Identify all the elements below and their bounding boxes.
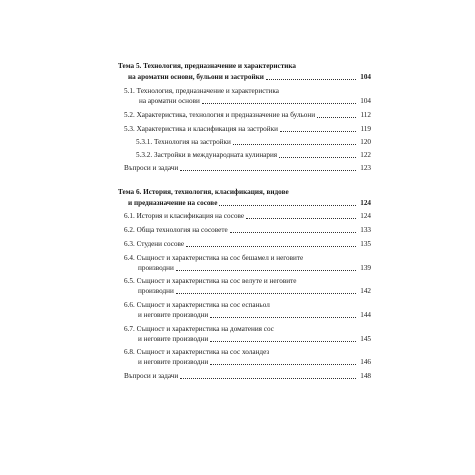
toc-item-6-8-line1: 6.8. Същност и характеристика на сос холандез [124,348,270,356]
toc-item-5-3[interactable] [124,125,371,134]
chapter-6-title-line1: Тема 6. История, технология, класификация, видове [118,188,289,196]
page-number: 119 [360,125,371,133]
page-number: 122 [360,151,371,159]
chapter-5-title-line1: Тема 5. Технология, предназначение и характеристика [118,62,297,70]
page-number: 104 [360,73,371,81]
toc-item-label: 5.2. Характеристика, технология и предназначение на бульони [124,111,316,119]
toc-item-6-6-line1: 6.6. Същност и характеристика на сос еспаньол [124,301,270,309]
dot-leader [202,103,356,104]
toc-item-6-4[interactable] [138,264,371,273]
toc-item-label: 6.3. Студени сосове [124,240,185,248]
toc-item-label: Въпроси и задачи [124,164,179,172]
toc-item-label: 6.1. История и класификация на сосове [124,212,245,220]
page-number: 139 [360,264,371,272]
toc-item-label: 5.3. Характеристика и класификация на застройки [124,125,278,133]
toc-item-6-7-line1: 6.7. Същност и характеристика на доматения сос [124,325,274,333]
toc-item-5-1-line1: 5.1. Технология, предназначение и характеристика [124,87,279,95]
toc-item-6-7-line2: и неговите производни [138,335,209,343]
toc-item-6-7[interactable] [138,335,371,344]
page-number: 124 [360,199,371,207]
dot-leader [280,131,356,132]
page-number: 123 [360,164,371,172]
page-number: 146 [360,358,371,366]
page-number: 133 [360,226,371,234]
toc-item-label: Въпроси и задачи [124,372,179,380]
toc-item-questions-5[interactable] [124,164,371,173]
chapter-5-title-line2: на ароматни основи, бульони и застройки [128,73,264,81]
page-number: 142 [360,287,371,295]
page-number: 148 [360,372,371,380]
toc-item-5-3-2[interactable] [136,151,371,160]
toc-item-5-1[interactable] [139,97,371,106]
dot-leader [176,293,356,294]
toc-item-label: 5.3.2. Застройки в международната кулинария [136,151,278,159]
toc-item-6-1[interactable] [124,212,371,221]
toc-item-6-6-line2: и неговите производни [138,311,209,319]
dot-leader [210,317,356,318]
chapter-5-title-entry[interactable] [128,73,371,82]
dot-leader [233,144,356,145]
toc-item-questions-6[interactable] [124,372,371,381]
dot-leader [180,170,356,171]
toc-item-6-4-line2: производни [138,264,174,272]
dot-leader [317,117,356,118]
toc-item-6-5-line2: производни [138,287,174,295]
dot-leader [266,79,356,80]
toc-item-6-5[interactable] [138,287,371,296]
dot-leader [210,341,356,342]
toc-item-6-8-line2: и неговите производни [138,358,209,366]
page-number: 135 [360,240,371,248]
page-number: 112 [360,111,371,119]
chapter-6-title-line2: и предназначение на сосове [128,199,218,207]
dot-leader [279,157,356,158]
page-number: 145 [360,335,371,343]
page-number: 144 [360,311,371,319]
dot-leader [246,218,356,219]
dot-leader [186,246,356,247]
dot-leader [176,270,356,271]
page-number: 120 [360,138,371,146]
dot-leader [210,364,356,365]
toc-item-5-2[interactable] [124,111,371,120]
dot-leader [180,378,356,379]
page-number: 124 [360,212,371,220]
toc-item-6-8[interactable] [138,358,371,367]
toc-item-label: 5.3.1. Технология на застройки [136,138,231,146]
toc-item-label: 6.2. Обща технология на сосовете [124,226,228,234]
toc-item-6-6[interactable] [138,311,371,320]
dot-leader [230,232,356,233]
chapter-6-title-entry[interactable] [128,199,371,208]
toc-item-6-4-line1: 6.4. Същност и характеристика на сос бешамел и неговите [124,254,304,262]
toc-item-6-3[interactable] [124,240,371,249]
toc-item-5-3-1[interactable] [136,138,371,147]
page-number: 104 [360,97,371,105]
dot-leader [219,205,356,206]
toc-item-5-1-line2: на ароматни основи [139,97,200,105]
toc-item-6-2[interactable] [124,226,371,235]
toc-item-6-5-line1: 6.5. Същност и характеристика на сос велуте и неговите [124,277,297,285]
